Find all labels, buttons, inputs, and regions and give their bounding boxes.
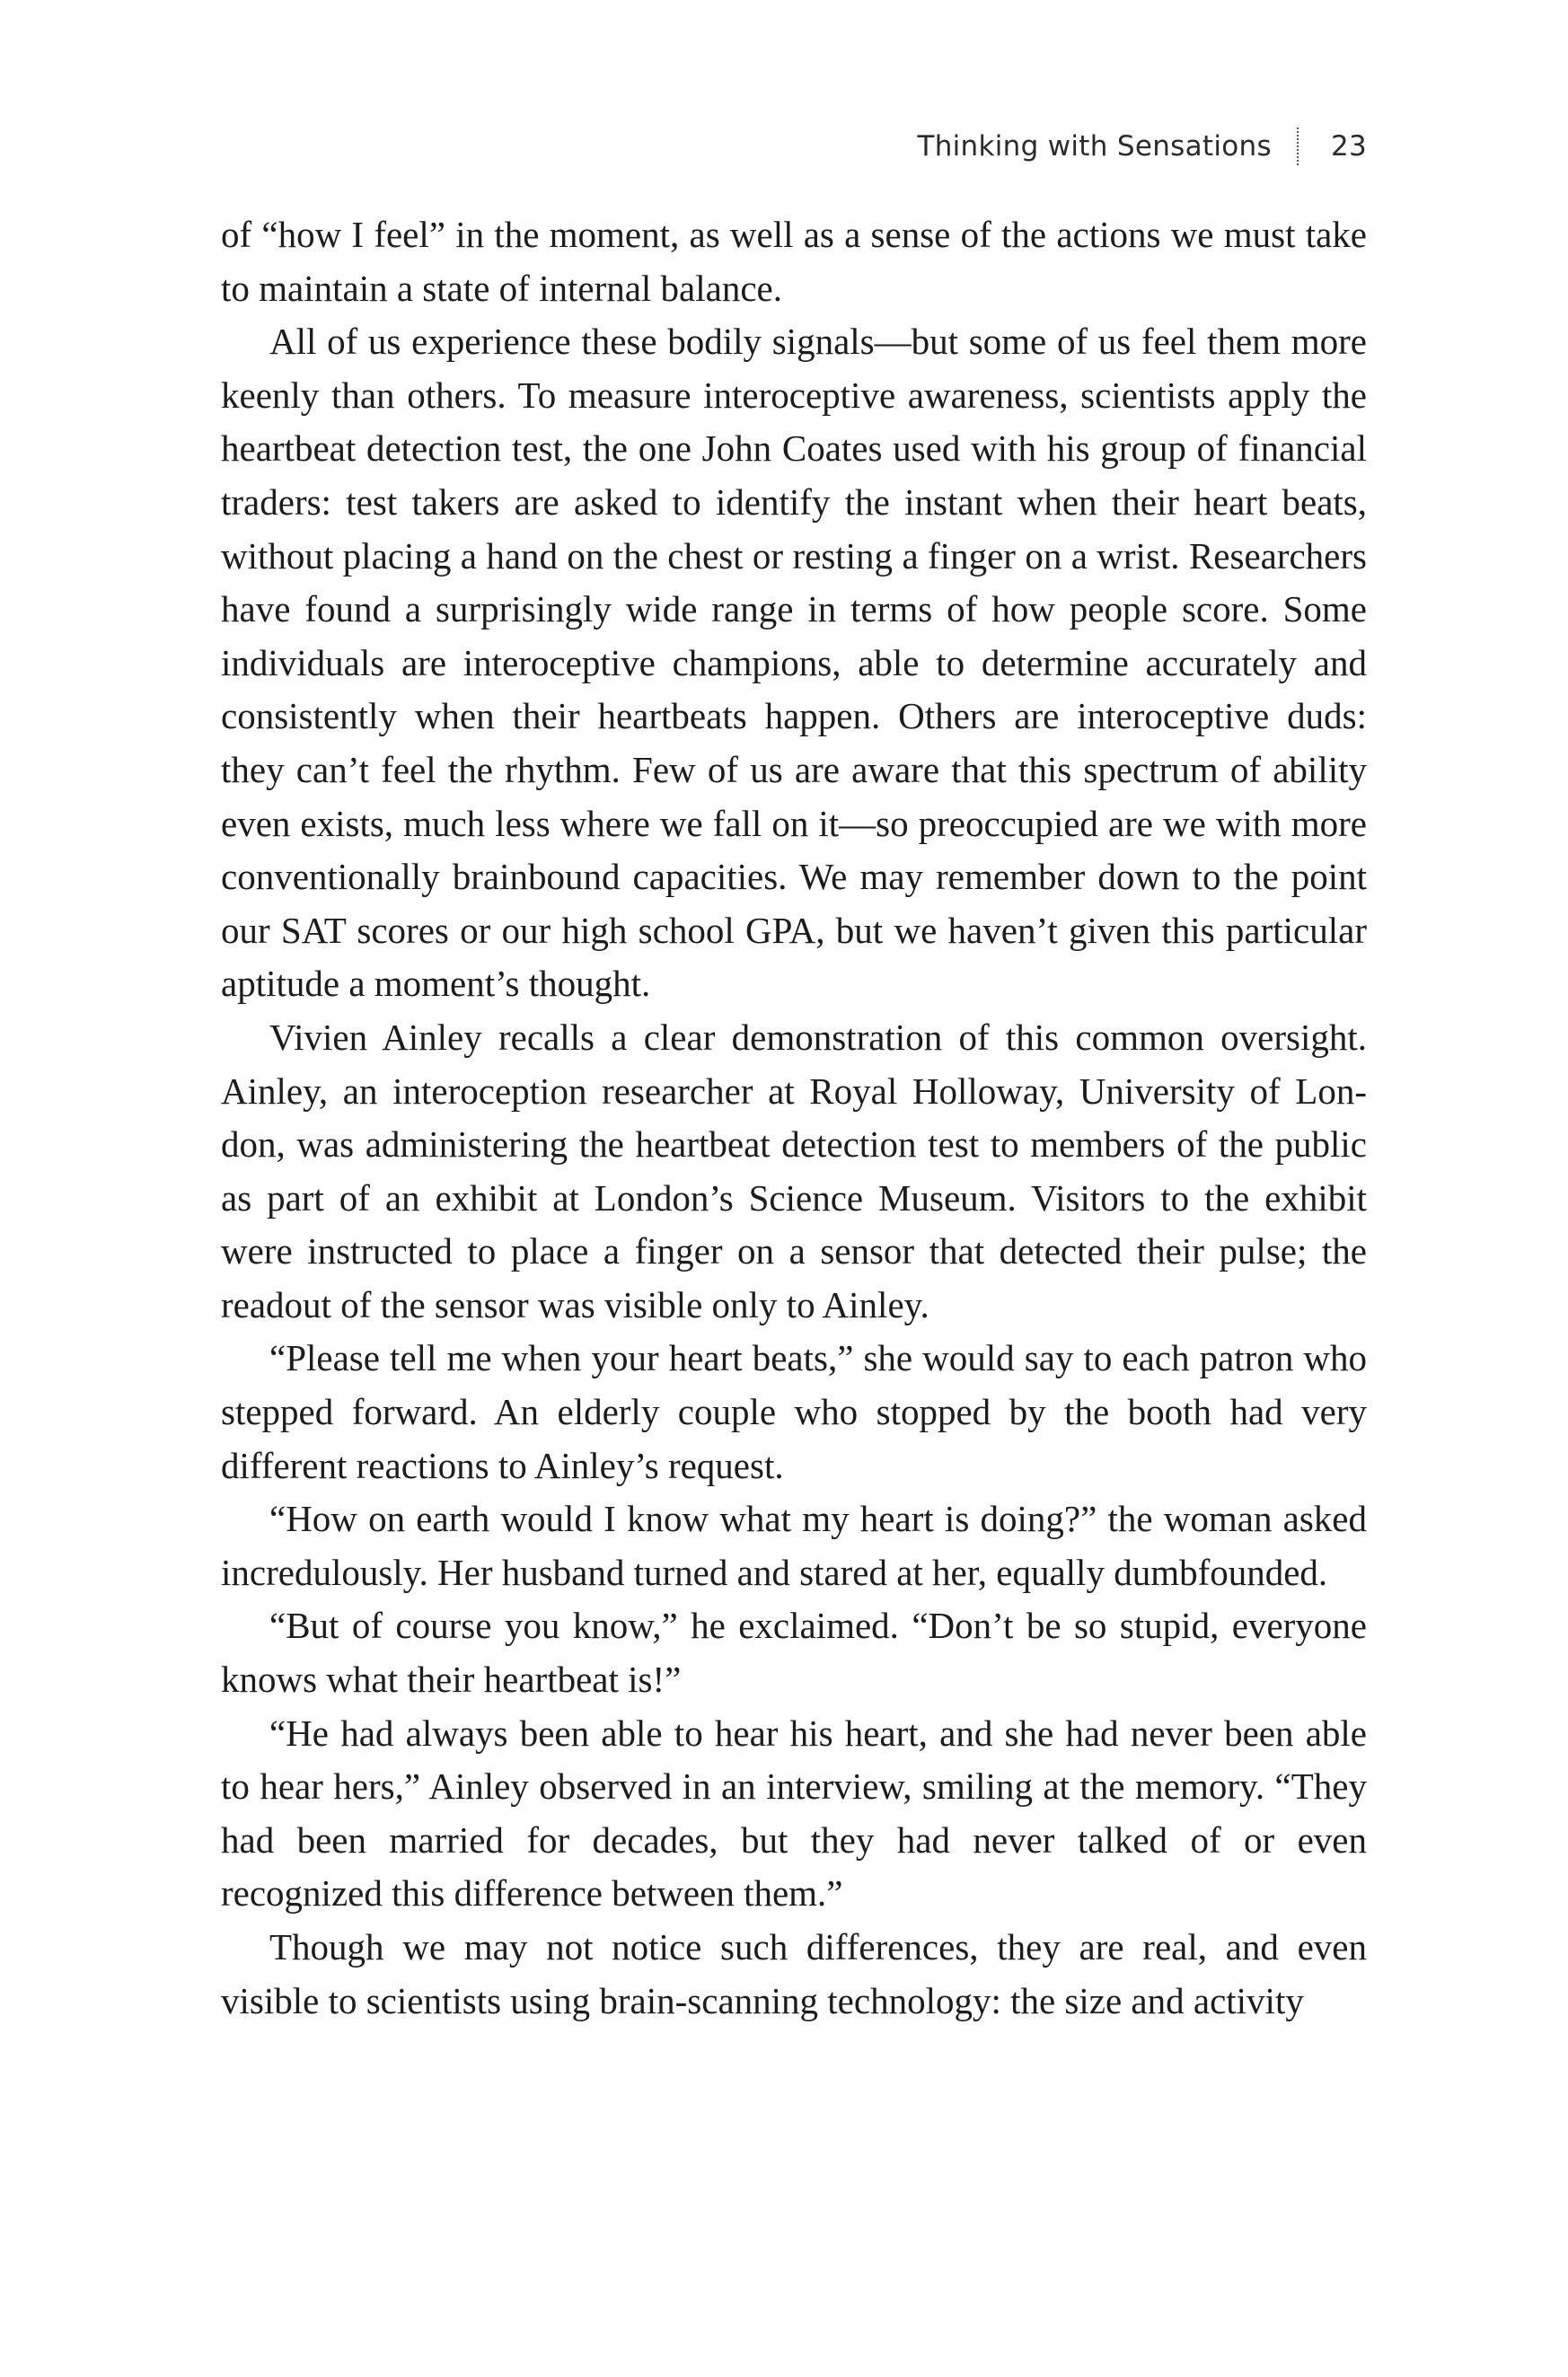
page-number: 23 [1330,130,1367,163]
paragraph: “He had always been able to hear his heart, and she had never been able to hear hers,” Ainley observed in an interview, smiling at the memory. “They had been married for decades, but they had never talked of or even recognized this difference between them.” [221,1712,1367,1915]
paragraph: “But of course you know,” he exclaimed. “Don’t be so stupid, everyone knows what their heartbeat is!” [221,1605,1367,1701]
paragraph: “How on earth would I know what my heart is doing?” the woman asked incredulously. Her husband turned and stared at her, equally dumbfounded. [221,1498,1367,1593]
paragraph: All of us experience these bodily signals—but some of us feel them more keenly than others. To measure interoceptive awareness, scientists apply the heartbeat detection test, the one John Coates used with his group of financial traders: test takers are asked to identify the instant when their heart beats, without placing a hand on the chest or resting a finger on a wrist. Researchers have found a surprisingly wide range in terms of how people score. Some individuals are interoceptive champions, able to determine accurately and consistently when their heartbeats happen. Others are interoceptive duds: they can’t feel the rhythm. Few of us are aware that this spectrum of ability even exists, much less where we fall on it—so preoccupied are we with more conventionally brainbound capacities. We may remember down to the point our SAT scores or our high school GPA, but we haven’t given this particular aptitude a moment’s thought. [221,321,1367,1005]
running-header [917,128,1367,165]
paragraph: “Please tell me when your heart beats,” she would say to each patron who stepped forward. An elderly couple who stopped by the booth had very different reactions to Ainley’s request. [221,1337,1367,1486]
paragraph: Vivien Ainley recalls a clear demonstration of this common oversight. Ainley, an interoception researcher at Royal Holloway, University of London, was administering the heartbeat detection test to members of the public as part of an exhibit at London’s Science Museum. Visitors to the exhibit were instructed to place a finger on a sensor that detected their pulse; the readout of the sensor was visible only to Ainley. [221,1016,1367,1325]
body-text [221,208,1367,2028]
paragraph: of “how I feel” in the moment, as well as a sense of the actions we must take to maintain a state of internal balance. [221,214,1367,309]
running-title: Thinking with Sensations [917,130,1272,163]
header-divider [1297,128,1299,165]
paragraph: Though we may not notice such differences, they are real, and even visible to scientists using brain-scanning technology: the size and activity [221,1926,1367,2021]
